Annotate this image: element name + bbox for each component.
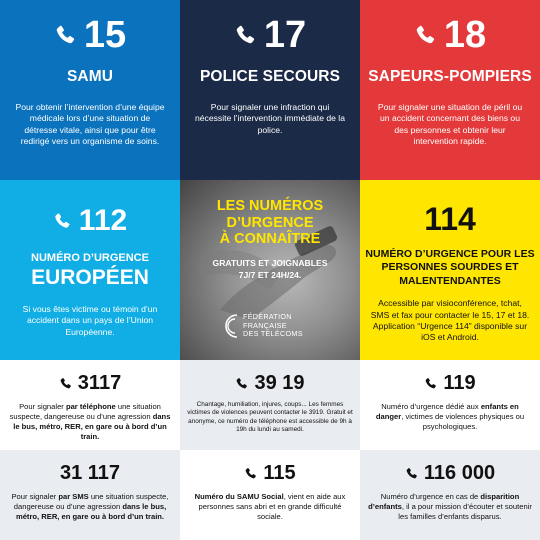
sourds-description: Accessible par visioconférence, tchat, SMS et fax pour contacter le 15, 17 et 18. Application “Urgence 114” disponible sur iOS et Android. (370, 298, 530, 343)
police-title: POLICE SECOURS (199, 68, 341, 85)
phone-icon (424, 376, 437, 391)
samu-number (0, 12, 180, 58)
n31117-desc-mid: une situation suspecte, dangereuse ou d’une agression (13, 492, 169, 511)
n119-desc-bold: enfants en danger (375, 402, 519, 421)
n115-description (188, 492, 352, 522)
n119-desc-post: , victimes de violences physiques ou psychologiques. (401, 411, 525, 431)
police-description: Pour signaler une infraction qui nécessite l’intervention immédiate de la police. (195, 102, 345, 135)
n3117-desc-mid: une situation suspecte, dangereuse ou d’une agression (9, 402, 161, 421)
n3117-desc-bold1: par téléphone (65, 402, 116, 411)
n115-desc-post: , vient en aide aux personnes sans abri et en grande difficulté sociale. (198, 492, 346, 521)
n119-desc-pre: Numéro d’urgence dédié aux (381, 402, 481, 411)
n116000-description (368, 492, 532, 522)
center-overlay (180, 180, 360, 360)
n115-desc-bold: Numéro du SAMU Social (194, 492, 284, 501)
phone-icon (244, 466, 257, 481)
n116000-desc-pre: Numéro d’urgence en cas de (380, 492, 481, 501)
pompiers-description: Pour signaler une situation de péril ou un accident concernant des biens ou des personnes et obtenir leur intervention rapide. (377, 102, 523, 147)
pompiers-number (360, 12, 540, 58)
n31117-number-text: 31 117 (59, 461, 121, 484)
samu-card (0, 0, 180, 180)
center-subtitle-line1: GRATUITS ET JOIGNABLES (212, 258, 328, 269)
n3919-card (180, 360, 360, 450)
center-title (180, 198, 360, 248)
phone-icon (59, 376, 72, 391)
police-card (180, 0, 360, 180)
n3117-number-text: 3117 (77, 371, 122, 394)
center-title-line1: LES NUMÉROS (216, 198, 324, 214)
fft-logo-line1: FÉDÉRATION (243, 312, 292, 322)
n116000-desc-bold: disparition d’enfants (368, 492, 520, 511)
europe-description: Si vous êtes victime ou témoin d’un accident dans un pays de l’Union Européenne. (22, 304, 158, 337)
n116000-number-text: 116 000 (423, 461, 496, 484)
pompiers-number-text: 18 (443, 13, 487, 56)
phone-icon (414, 23, 436, 47)
n119-card (360, 360, 540, 450)
pompiers-title: SAPEURS-POMPIERS (368, 68, 532, 85)
n115-number-text: 115 (263, 461, 296, 484)
n3919-number (180, 370, 360, 396)
sourds-card (360, 180, 540, 360)
fft-logo-line2: FRANÇAISE (243, 320, 287, 330)
europe-title-line1: NUMÉRO D’URGENCE (31, 252, 149, 264)
phone-icon (405, 466, 418, 481)
n115-card (180, 450, 360, 540)
center-title-line3: À CONNAÎTRE (219, 231, 321, 248)
europe-number-text: 112 (78, 204, 128, 237)
n31117-desc-pre: Pour signaler (11, 492, 59, 501)
sourds-title: NUMÉRO D’URGENCE POUR LES PERSONNES SOURDES ET MALENTENDANTES (365, 248, 535, 287)
police-number (180, 12, 360, 58)
samu-number-text: 15 (83, 13, 127, 56)
n116000-card (360, 450, 540, 540)
phone-icon (234, 23, 256, 47)
n115-number (180, 460, 360, 486)
center-subtitle-line2: 7J/7 ET 24H/24. (238, 269, 302, 280)
sourds-number-text: 114 (424, 200, 476, 237)
europe-title-line2: EUROPÉEN (31, 266, 149, 289)
police-number-text: 17 (263, 13, 307, 56)
fft-logo-text (243, 313, 303, 338)
n31117-desc-bold2: dans le bus, métro, RER, en gare ou à bord d’un train. (15, 501, 167, 521)
sourds-number (360, 200, 540, 238)
n31117-card (0, 450, 180, 540)
n3117-desc-bold2: dans le bus, métro, RER, en gare ou à bord d’un train. (13, 411, 171, 441)
n3117-card (0, 360, 180, 450)
phone-icon (235, 376, 248, 391)
europe-card (0, 180, 180, 360)
n3117-number (0, 370, 180, 396)
center-photo-card (180, 180, 360, 360)
n3919-number-text: 39 19 (254, 371, 305, 394)
n3117-desc-pre: Pour signaler (19, 402, 66, 411)
n119-number-text: 119 (443, 371, 476, 394)
samu-description: Pour obtenir l’intervention d’une équipe médicale lors d’une situation de détresse vitale, ainsi que pour être redirigé vers un organisme de soins. (15, 102, 165, 147)
n31117-description (8, 492, 172, 522)
n3919-description: Chantage, humiliation, injures, coups... Les femmes victimes de violences peuvent contacter le 3919. Gratuit et anonyme, ce numéro de téléphone est accessible de 9h à 19h du lundi au samedi. (187, 401, 353, 433)
fft-logo-line3: DES TÉLÉCOMS (243, 329, 303, 339)
samu-title: SAMU (66, 68, 114, 85)
phone-icon (54, 23, 76, 47)
center-title-line2: D’URGENCE (226, 214, 314, 231)
europe-number (0, 202, 180, 240)
n116000-number (360, 460, 540, 486)
n119-number (360, 370, 540, 396)
center-subtitle (180, 258, 360, 281)
phone-icon (53, 211, 71, 231)
n31117-number (0, 460, 180, 486)
n31117-desc-bold1: par SMS (58, 492, 89, 501)
fft-logo-mark (224, 313, 240, 339)
n116000-desc-post: , il a pour mission d’écouter et soutenir les familles d’enfants disparus. (398, 501, 532, 521)
pompiers-card (360, 0, 540, 180)
n119-description (368, 402, 532, 432)
fft-logo (224, 313, 303, 339)
n3117-description (8, 402, 172, 441)
